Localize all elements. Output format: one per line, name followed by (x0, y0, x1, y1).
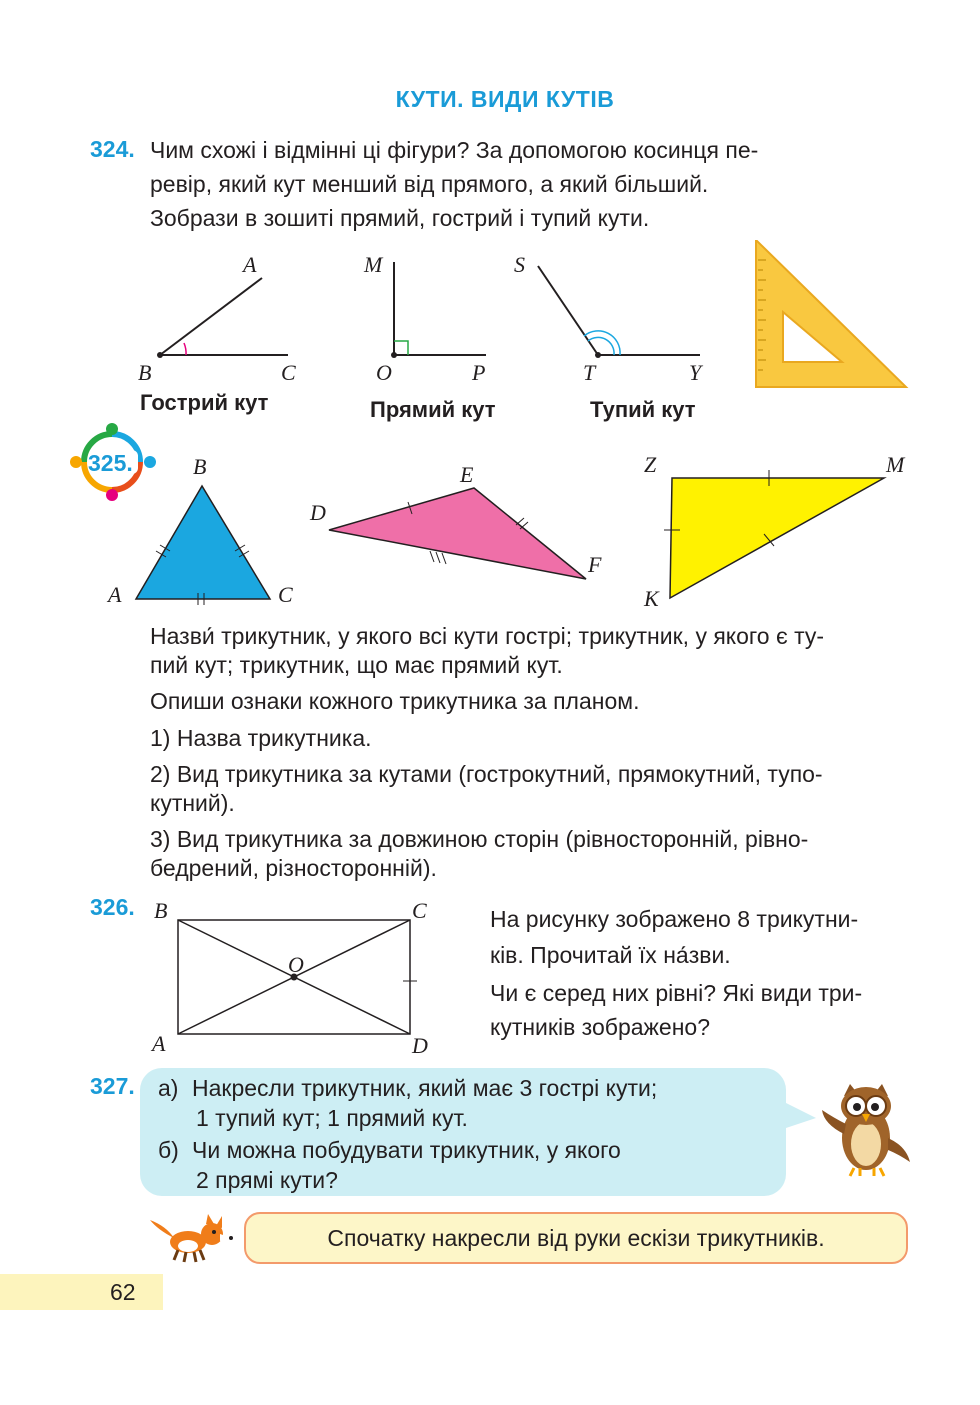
label-triangle-e: E (460, 462, 474, 487)
exercise-327-b-line1: Чи можна побудувати трикутник, у якого (192, 1137, 621, 1163)
label-triangle-c: C (278, 582, 293, 607)
label-acute-c: C (281, 360, 296, 385)
rectangle-figure (140, 896, 450, 1066)
caption-acute-angle: Гострий кут (140, 390, 269, 415)
label-rect-d: D (412, 1033, 428, 1058)
exercise-326-line1: На рисунку зображено 8 трикутни- (490, 906, 859, 932)
exercise-327-a-marker: а) (158, 1075, 179, 1101)
exercise-327-a-line1: Накресли трикутник, який має 3 гострі кути; (192, 1075, 658, 1101)
label-right-p: P (472, 360, 486, 385)
right-angle (363, 252, 486, 385)
triangle-zmk (643, 452, 906, 611)
exercise-325-p2: Опиши ознаки кожного трикутника за планом. (150, 688, 640, 714)
set-square-image (756, 240, 906, 387)
fox-icon (144, 1208, 240, 1264)
triangle-def (309, 462, 602, 579)
label-triangle-z: Z (644, 452, 657, 477)
exercise-327-a-line2: 1 тупий кут; 1 прямий кут. (196, 1105, 468, 1131)
label-triangle-k: K (644, 586, 659, 611)
exercise-327-b-line2: 2 прямі кути? (196, 1167, 338, 1193)
label-triangle-a: A (108, 582, 122, 607)
triangles-figure (0, 450, 980, 620)
label-triangle-b: B (193, 454, 207, 479)
hint-box: Спочатку накресли від руки ескізи трикутників. (244, 1212, 908, 1264)
label-triangle-f: F (588, 552, 602, 577)
label-rect-b: B (154, 898, 168, 923)
label-rect-c: C (412, 898, 427, 923)
exercise-327-number: 327. (90, 1073, 135, 1099)
exercise-326-line4: кутників зображено? (490, 1014, 710, 1040)
label-right-m: M (364, 252, 383, 277)
exercise-326-line3: Чи є серед них рівні? Які види три- (490, 980, 863, 1006)
exercise-325-p1-line1: Назви́ трикутник, у якого всі кути гострі; трикутник, у якого є ту- (150, 623, 825, 649)
label-acute-b: B (138, 360, 152, 385)
exercise-325-item3-line2: бедрений, різносторонній). (150, 855, 437, 881)
exercise-325-item3-line1: 3) Вид трикутника за довжиною сторін (рівносторонній, рівно- (150, 826, 809, 852)
exercise-324-line3: Зобрази в зошиті прямий, гострий і тупий кути. (150, 205, 650, 231)
triangle-abc (106, 454, 293, 607)
exercise-324-number: 324. (90, 136, 135, 162)
exercise-325-p1-line2: пий кут; трикутник, що має прямий кут. (150, 652, 563, 678)
exercise-324-line1: Чим схожі і відмінні ці фігури? За допомогою косинця пе- (150, 137, 759, 163)
label-rect-a: A (152, 1031, 166, 1056)
page-title: КУТИ. ВИДИ КУТІВ (395, 86, 615, 112)
label-triangle-m: M (886, 452, 905, 477)
label-obtuse-t: T (583, 360, 596, 385)
label-acute-a: A (243, 252, 257, 277)
exercise-325-number: 325. (88, 450, 133, 476)
exercise-325-item2-line2: кутний). (150, 790, 235, 816)
exercise-325-item2-line1: 2) Вид трикутника за кутами (гострокутний, прямокутний, тупо- (150, 761, 823, 787)
exercise-326-number: 326. (90, 894, 135, 920)
caption-obtuse-angle: Тупий кут (590, 397, 696, 422)
label-obtuse-s: S (514, 252, 525, 277)
label-right-o: O (376, 360, 392, 385)
exercise-326-line2: ків. Прочитай їх на́зви. (490, 942, 731, 968)
exercise-327-b-marker: б) (158, 1137, 179, 1163)
exercise-324-line2: ревір, який кут менший від прямого, а який більший. (150, 171, 709, 197)
owl-icon (818, 1080, 914, 1180)
label-triangle-d: D (310, 500, 326, 525)
label-rect-o: O (288, 952, 304, 977)
speech-bubble-tail (780, 1096, 820, 1136)
page-number-strip (0, 1274, 163, 1310)
obtuse-angle (514, 252, 704, 385)
exercise-325-item1: 1) Назва трикутника. (150, 725, 372, 751)
acute-angle (138, 252, 296, 385)
caption-right-angle: Прямий кут (370, 397, 496, 422)
page-number: 62 (110, 1279, 136, 1305)
label-obtuse-y: Y (689, 360, 702, 385)
